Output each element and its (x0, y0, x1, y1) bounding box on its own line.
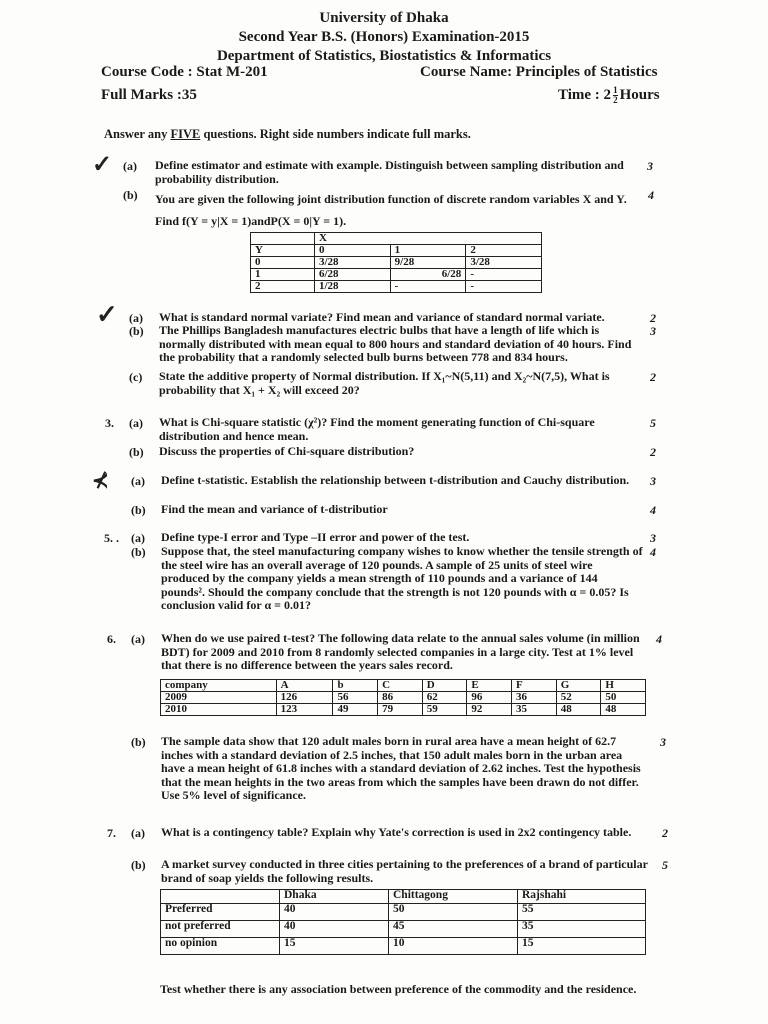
soap-preference-table (160, 889, 646, 955)
q7a-marks: 2 (662, 826, 668, 840)
table-cell: 15 (280, 938, 389, 955)
q2a-marks: 2 (650, 311, 656, 325)
table-cell: 86 (378, 692, 423, 704)
q6b-label: (b) (131, 735, 146, 749)
table-cell: 48 (556, 704, 601, 716)
q1b-marks: 4 (648, 188, 654, 202)
q7b-text: A market survey conducted in three cities pertaining to the preferences of a brand of particular brand of soap yields the following results. (161, 857, 648, 885)
table-header-cell: D (422, 680, 467, 692)
table-cell: Preferred (161, 904, 280, 921)
q7a-text: What is a contingency table? Explain why Yate's correction is used in 2x2 contingency table. (161, 825, 632, 839)
table-header-cell: b (333, 680, 378, 692)
table-row (161, 692, 646, 704)
q4a-label: (a) (131, 474, 145, 488)
table-cell: 50 (389, 904, 518, 921)
table-row (161, 680, 646, 692)
table-cell: 3/28 (315, 257, 391, 269)
table-row (161, 904, 646, 921)
q6-number: 6. (107, 632, 116, 646)
table-cell: 50 (601, 692, 646, 704)
course-name: Course Name: Principles of Statistics (420, 64, 658, 80)
joint-distribution-table (250, 232, 542, 293)
table-cell: 48 (601, 704, 646, 716)
table-header-cell: A (276, 680, 333, 692)
table-cell: 79 (378, 704, 423, 716)
table-row (161, 938, 646, 955)
q4a-marks: 3 (650, 474, 656, 488)
table-header-cell: company (161, 680, 277, 692)
time-suffix: Hours (619, 86, 660, 103)
table-row (161, 890, 646, 904)
table-cell: 1/28 (315, 281, 391, 293)
table-cell: 10 (389, 938, 518, 955)
table-cell: 92 (467, 704, 512, 716)
table-cell (251, 233, 315, 245)
course-code: Course Code : Stat M-201 (101, 64, 268, 80)
table-cell: 0 (251, 257, 315, 269)
table-cell: 2009 (161, 692, 277, 704)
handwritten-tick-icon: ✓ (96, 300, 118, 329)
q7-closing-text: Test whether there is any association between preference of the commodity and the residence. (160, 982, 637, 996)
q3a-label: (a) (129, 416, 143, 430)
q2b-text: The Phillips Bangladesh manufactures electric bulbs that have a length of life which is normally distributed with mean equal to 800 hours and standard deviation of 40 hours. Find the probability that a randomly selected bulb burns between 778 and 834 hours. (159, 323, 632, 364)
table-header-cell (161, 890, 280, 904)
instructions (104, 127, 471, 142)
table-header-cell: F (512, 680, 557, 692)
table-row (251, 233, 542, 245)
table-row (251, 257, 542, 269)
time-fraction (613, 86, 618, 105)
q2c-text: State the additive property of Normal distribution. If X₁~N(5,11) and X₂~N(7,5), What is probability that X₁ + X₂ will exceed 20? (159, 369, 610, 397)
table-cell: 15 (518, 938, 646, 955)
table-header-cell: H (601, 680, 646, 692)
table-row (161, 921, 646, 938)
q1a-marks: 3 (647, 159, 653, 173)
q3a-marks: 5 (650, 416, 656, 430)
table-row (251, 269, 542, 281)
table-header-cell: Dhaka (280, 890, 389, 904)
table-cell: 6/28 (315, 269, 391, 281)
q6a-label: (a) (131, 632, 145, 646)
y-header: Y (251, 245, 315, 257)
table-cell: 2 (251, 281, 315, 293)
full-marks: Full Marks :35 (101, 87, 197, 103)
table-cell: no opinion (161, 938, 280, 955)
table-cell: 0 (315, 245, 391, 257)
table-cell: 96 (467, 692, 512, 704)
instructions-emph: FIVE (170, 127, 201, 141)
table-cell: 35 (518, 921, 646, 938)
sales-table (160, 679, 646, 716)
table-cell: 52 (556, 692, 601, 704)
time-frac-den: 2 (613, 95, 618, 105)
table-cell: 126 (276, 692, 333, 704)
department-title: Department of Statistics, Biostatistics & Informatics (216, 48, 552, 64)
university-title: University of Dhaka (319, 10, 449, 26)
q6a-marks: 4 (656, 632, 662, 646)
q3b-text: Discuss the properties of Chi-square distribution? (159, 444, 415, 458)
q3b-marks: 2 (650, 445, 656, 459)
q2b-label: (b) (129, 324, 144, 338)
table-cell: 2 (466, 245, 542, 257)
table-row (161, 704, 646, 716)
time-allowed (558, 86, 660, 105)
handwritten-tick-icon: ✓ (92, 152, 113, 178)
handwritten-mark-icon: ⊀ (92, 470, 109, 492)
table-cell: - (466, 269, 542, 281)
q5b-text: Suppose that, the steel manufacturing company wishes to know whether the tensile strength of the steel wire has an overall average of 120 pounds. A sample of 25 units of steel wire produced by the company yields a mean strength of 110 pounds and a variance of 144 pounds². Should the company conclude that the strength is not 120 pounds with α = 0.05? Is conclusion valid for α = 0.01? (161, 544, 643, 612)
q5a-label: (a) (131, 531, 145, 545)
q6a-text: When do we use paired t-test? The following data relate to the annual sales volume (in million BDT) for 2009 and 2010 from 8 randomly selected companies in a large city. Test at 1% level that there is no difference between the years sales record. (161, 631, 640, 672)
q5a-marks: 3 (650, 531, 656, 545)
table-header-cell: Rajshahi (518, 890, 646, 904)
table-cell: - (390, 281, 466, 293)
table-cell: 1 (390, 245, 466, 257)
table-cell: 1 (251, 269, 315, 281)
time-prefix: Time : 2 (558, 86, 612, 103)
q5b-label: (b) (131, 545, 146, 559)
q5a-text: Define type-I error and Type –II error and power of the test. (161, 530, 470, 544)
table-cell: 123 (276, 704, 333, 716)
table-cell: 6/28 (390, 269, 466, 281)
q5-number: 5. . (104, 531, 119, 545)
table-cell: 55 (518, 904, 646, 921)
table-row (251, 245, 542, 257)
table-header-cell: C (378, 680, 423, 692)
q2a-label: (a) (129, 311, 143, 325)
q7-number: 7. (107, 826, 116, 840)
q1b-text: You are given the following joint distribution function of discrete random variables X and Y. Find f(Y = y|X = 1)andP(X = 0|Y = 1). (155, 192, 627, 228)
exam-title: Second Year B.S. (Honors) Examination-2015 (238, 29, 530, 45)
table-header-cell: E (467, 680, 512, 692)
table-cell: 62 (422, 692, 467, 704)
x-header: X (315, 233, 542, 245)
q2c-label: (c) (129, 370, 143, 384)
table-cell: 35 (512, 704, 557, 716)
table-cell: not preferred (161, 921, 280, 938)
q6b-marks: 3 (660, 735, 666, 749)
table-cell: 9/28 (390, 257, 466, 269)
q3b-label: (b) (129, 445, 144, 459)
q1a-label: (a) (123, 159, 137, 173)
table-cell: 59 (422, 704, 467, 716)
table-header-cell: G (556, 680, 601, 692)
q4b-marks: 4 (650, 503, 656, 517)
instructions-post: questions. Right side numbers indicate full marks. (200, 127, 471, 141)
time-frac-num: 1 (613, 85, 618, 95)
table-cell: 40 (280, 904, 389, 921)
table-cell: 49 (333, 704, 378, 716)
table-cell: 36 (512, 692, 557, 704)
q6b-text: The sample data show that 120 adult males born in rural area have a mean height of 62.7 inches with a standard deviation of 2.5 inches, that 150 adult males born in the urban area have a mean height of 61.8 inches with a standard deviation of 2.62 inches. Test the hypothesis that the mean heights in the two areas from which the samples have been drawn do not differ. Use 5% level of significance. (161, 734, 641, 802)
table-cell: 3/28 (466, 257, 542, 269)
table-row (251, 281, 542, 293)
table-cell: - (466, 281, 542, 293)
q3a-text: What is Chi-square statistic (χ²)? Find the moment generating function of Chi-square distribution and hence mean. (159, 415, 595, 443)
q3-number: 3. (105, 416, 114, 430)
table-cell: 40 (280, 921, 389, 938)
table-header-cell: Chittagong (389, 890, 518, 904)
q2b-marks: 3 (650, 324, 656, 338)
q7b-marks: 5 (662, 858, 668, 872)
table-cell: 56 (333, 692, 378, 704)
q2a-text: What is standard normal variate? Find mean and variance of standard normal variate. (159, 310, 605, 324)
q1a-text: Define estimator and estimate with example. Distinguish between sampling distribution and probability distribution. (155, 158, 624, 186)
q4b-label: (b) (131, 503, 146, 517)
q7a-label: (a) (131, 826, 145, 840)
q4b-text: Find the mean and variance of t-distributior (161, 502, 388, 516)
q1b-label: (b) (123, 188, 138, 202)
q2c-marks: 2 (650, 370, 656, 384)
table-cell: 45 (389, 921, 518, 938)
q4a-text: Define t-statistic. Establish the relationship between t-distribution and Cauchy distribution. (161, 473, 630, 487)
q7b-label: (b) (131, 858, 146, 872)
instructions-pre: Answer any (104, 127, 171, 141)
table-cell: 2010 (161, 704, 277, 716)
q5b-marks: 4 (650, 545, 656, 559)
